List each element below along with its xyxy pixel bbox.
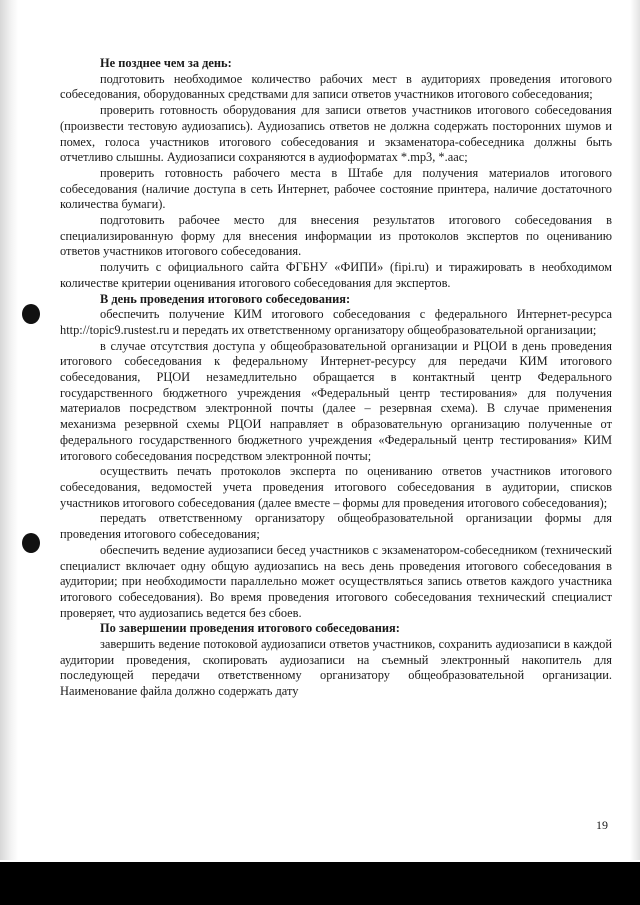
document-body bbox=[60, 56, 612, 700]
paragraph: передать ответственному организатору общеобразовательной организации формы для проведения итогового собеседования; bbox=[60, 511, 612, 542]
paragraph: обеспечить получение КИМ итогового собеседования с федерального Интернет-ресурса http://topic9.rustest.ru и передать их ответственному организатору общеобразовательной организации; bbox=[60, 307, 612, 337]
punch-hole-top bbox=[22, 304, 40, 324]
punch-hole-bottom bbox=[22, 533, 40, 553]
scan-shadow-right bbox=[630, 0, 640, 860]
paragraph: обеспечить ведение аудиозаписи бесед участников с экзаменатором-собеседником (технический специалист включает одну общую аудиозапись на весь день проведения итогового собеседования в аудитории; при необходимости параллельно может осуществляться запись ответов каждого участника итогового собеседования). Во время проведения итогового собеседования технический специалист проверяет, что аудиозапись ведется без сбоев. bbox=[60, 542, 612, 620]
paragraph: проверить готовность рабочего места в Штабе для получения материалов итогового собеседования (наличие доступа в сеть Интернет, рабочее состояние принтера, наличие достаточного количества бумаги). bbox=[60, 165, 612, 212]
paragraph: проверить готовность оборудования для записи ответов участников итогового собеседования (произвести тестовую аудиозапись). Аудиозапись ответов не должна содержать посторонних шумов и помех, голоса участников итогового собеседования и экзаменатора-собеседника должны быть отчетливо слышны. Аудиозаписи сохраняются в аудиоформатах *.mp3, *.aac; bbox=[60, 103, 612, 165]
paragraph: завершить ведение потоковой аудиозаписи ответов участников, сохранить аудиозаписи в каждой аудитории проведения, скопировать аудиозаписи на съемный электронный накопитель для последующей передачи ответственному организатору общеобразовательной организации. Наименование файла должно содержать дату bbox=[60, 637, 612, 699]
paragraph: в случае отсутствия доступа у общеобразовательной организации и РЦОИ в день проведения итогового собеседования к федеральному Интернет-ресурсу для передачи КИМ итогового собеседования, РЦОИ незамедлительно обращается в контактный центр Федерального государственного бюджетного учреждения «Федеральный центр тестирования» для получения материалов посредством электронной почты (далее – резервная схема). В случае применения механизма резервной схемы РЦОИ направляет в образовательную организацию полученные от федерального государственного бюджетного учреждения «Федеральный центр тестирования» КИМ итогового собеседования посредством электронной почты; bbox=[60, 338, 612, 463]
page-number: 19 bbox=[596, 818, 608, 832]
paragraph: подготовить рабочее место для внесения результатов итогового собеседования в специализированную форму для внесения информации из протоколов экспертов по оцениванию ответов участников итогового собеседования. bbox=[60, 213, 612, 259]
section-heading-after-exam: По завершении проведения итогового собеседования: bbox=[100, 621, 400, 636]
paragraph: подготовить необходимое количество рабочих мест в аудиториях проведения итогового собеседования, оборудованных средствами для записи ответов участников итогового собеседования; bbox=[60, 71, 612, 102]
scan-bottom-border bbox=[0, 862, 640, 905]
section-heading-exam-day: В день проведения итогового собеседования: bbox=[100, 291, 351, 306]
scan-shadow-left bbox=[0, 0, 18, 860]
section-heading-day-before: Не позднее чем за день: bbox=[100, 56, 232, 70]
paragraph: осуществить печать протоколов эксперта по оцениванию ответов участников итогового собеседования, ведомостей учета проведения итогового собеседования в аудитории, списков участников итогового собеседования (далее вместе – формы для проведения итогового собеседования); bbox=[60, 464, 612, 510]
paragraph: получить с официального сайта ФГБНУ «ФИПИ» (fipi.ru) и тиражировать в необходимом количестве критерии оценивания итогового собеседования для экспертов. bbox=[60, 260, 612, 290]
